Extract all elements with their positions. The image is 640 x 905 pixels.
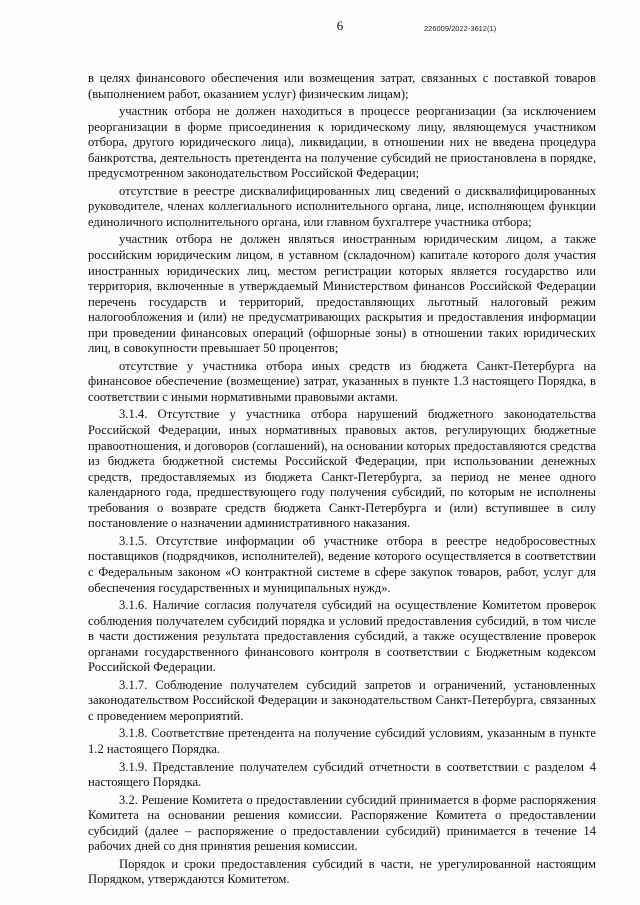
paragraph-3-1-9: 3.1.9. Представление получателем субсидий отчетности в соответствии с разделом 4 настоящего Порядка.	[88, 759, 596, 790]
paragraph: участник отбора не должен являться иностранным юридическим лицом, а также российским юридическим лицом, в уставном (складочном) капитале которого доля участия иностранных юридических лиц, местом регистрации которых является государство или территория, включенные в утверждаемый Министерством финансов Российской Федерации перечень государств и территорий, предоставляющих льготный налоговый режим налогообложения и (или) не предусматривающих раскрытия и предоставления информации при проведении финансовых операций (офшорные зоны) в отношении таких юридических лиц, в совокупности превышает 50 процентов;	[88, 232, 596, 356]
paragraph: отсутствие в реестре дисквалифицированных лиц сведений о дисквалифицированных руководителе, членах коллегиального исполнительного органа, лице, исполняющем функции единоличного исполнительного органа, или главном бухгалтере участника отбора;	[88, 183, 596, 229]
document-body	[88, 71, 596, 890]
document-id: 226009/2022-3612(1)	[424, 24, 497, 33]
paragraph: отсутствие у участника отбора иных средств из бюджета Санкт-Петербурга на финансовое обеспечение (возмещение) затрат, указанных в пункте 1.3 настоящего Порядка, в соответствии с иными нормативными правовыми актами.	[88, 358, 596, 404]
paragraph-3-1-8: 3.1.8. Соответствие претендента на получение субсидий условиям, указанным в пункте 1.2 настоящего Порядка.	[88, 726, 596, 756]
paragraph-3-2: 3.2. Решение Комитета о предоставлении субсидий принимается в форме распоряжения Комитета на основании решения комиссии. Распоряжение Комитета о предоставлении субсидий (далее – распоряжение о предоставлении субсидий) принимается в течение 14 рабочих дней со дня принятия решения комиссии.	[88, 792, 596, 854]
paragraph-continuation: в целях финансового обеспечения или возмещения затрат, связанных с поставкой товаров (выполнением работ, оказанием услуг) физическим лицам);	[88, 71, 596, 101]
page-number: 6	[336, 18, 344, 33]
paragraph: Порядок и сроки предоставления субсидий в части, не урегулированной настоящим Порядком, утверждаются Комитетом.	[88, 856, 596, 887]
paragraph-3-1-7: 3.1.7. Соблюдение получателем субсидий запретов и ограничений, установленных законодательством Российской Федерации и законодательством Санкт-Петербурга, связанных с проведением мероприятий.	[88, 677, 596, 723]
paragraph-3-1-5: 3.1.5. Отсутствие информации об участнике отбора в реестре недобросовестных поставщиков (подрядчиков, исполнителей), ведение которого осуществляется в соответствии с Федеральным законом «О контрактной системе в сфере закупок товаров, работ, услуг для обеспечения государственных и муниципальных нужд».	[88, 533, 596, 595]
paragraph-3-1-4: 3.1.4. Отсутствие у участника отбора нарушений бюджетного законодательства Российской Федерации, иных нормативных правовых актов, регулирующих бюджетные правоотношения, и договоров (соглашений), на основании которых предоставляются средства из бюджета бюджетной системы Российской Федерации, при использовании денежных средств, предоставляемых из бюджета Санкт-Петербурга, за период не менее одного календарного года, предшествующего году получения субсидий, по которым не исполнены требования о возврате средств бюджета Санкт-Петербурга и (или) вступившее в силу постановление о назначении административного наказания.	[88, 407, 596, 531]
paragraph-3-1-6: 3.1.6. Наличие согласия получателя субсидий на осуществление Комитетом проверок соблюдения получателем субсидий порядка и условий предоставления субсидий, в том числе в части достижения результата предоставления субсидий, а также осуществление проверок органами государственного финансового контроля в соответствии с Бюджетным кодексом Российской Федерации.	[88, 598, 596, 675]
paragraph: участник отбора не должен находиться в процессе реорганизации (за исключением реорганизации в форме присоединения к юридическому лицу, являющемуся участником отбора, другого юридического лица), ликвидации, в отношении них не введена процедура банкротства, деятельность претендента на получение субсидий не приостановлена в порядке, предусмотренном законодательством Российской Федерации;	[88, 104, 596, 181]
